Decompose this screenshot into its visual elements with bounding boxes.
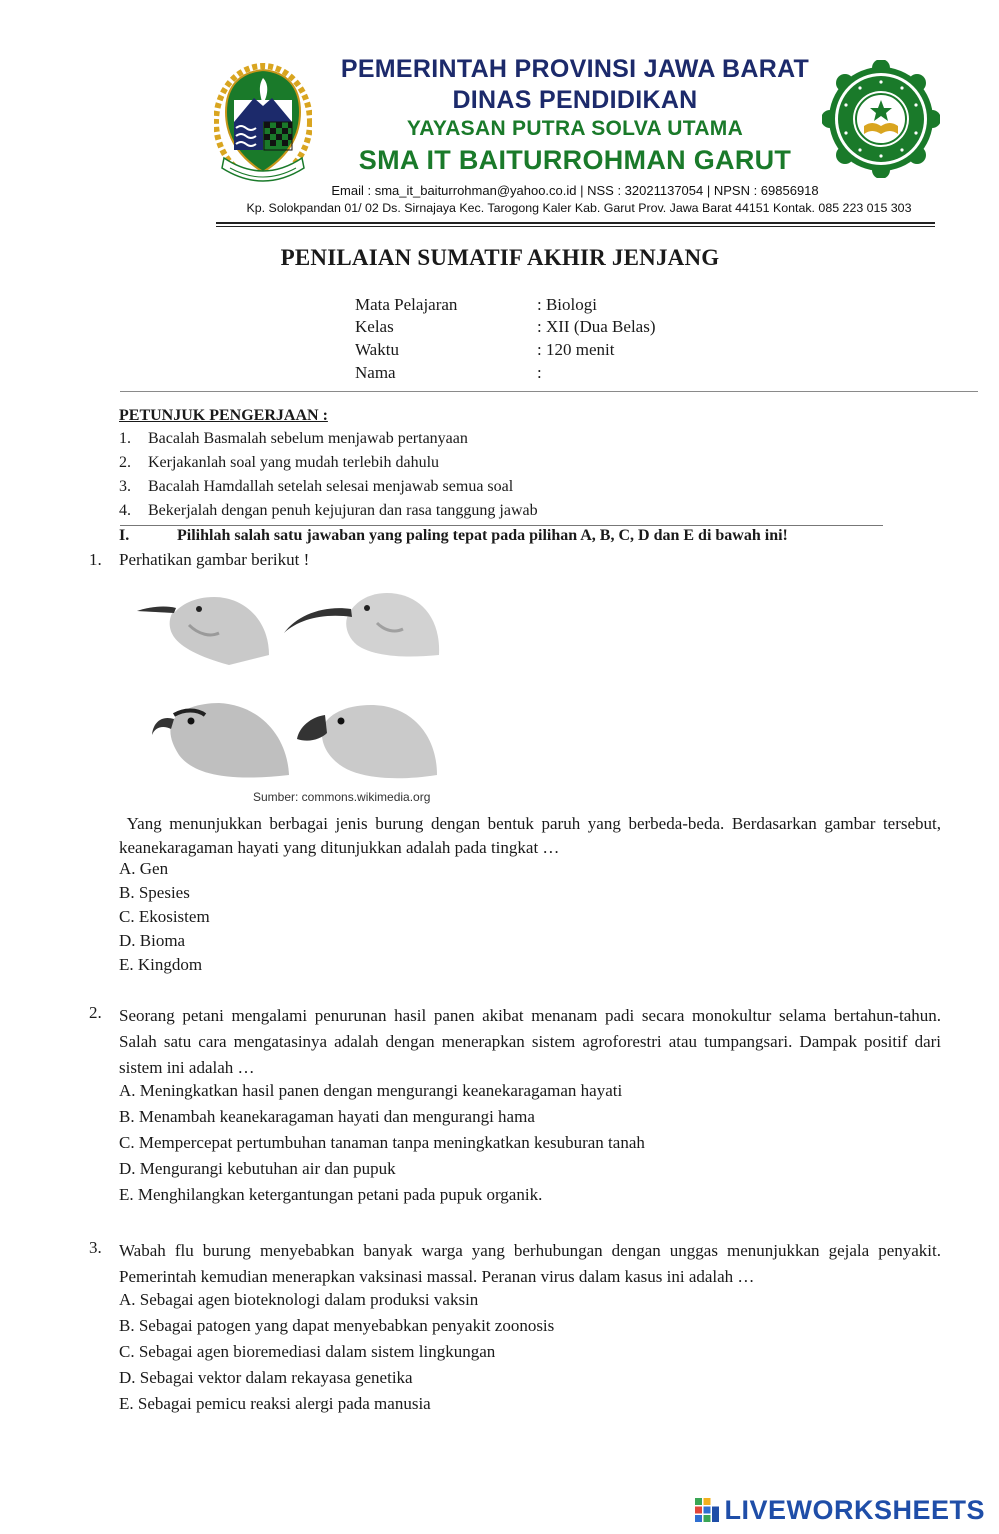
letterhead-foundation: YAYASAN PUTRA SOLVA UTAMA (406, 117, 744, 140)
bird-beaks-figure (119, 575, 451, 807)
question-text: Seorang petani mengalami penurunan hasil panen akibat menanam padi secara monokultur selama bertahun-tahun. Salah satu cara mengatasinya adalah dengan menerapkan sistem agroforestri atau tumpangsari. Dampak positif dari sistem ini adalah … (119, 1006, 941, 1077)
question-body: Yang menunjukkan berbagai jenis burung dengan bentuk paruh yang berbeda-beda. Berdasarkan gambar tersebut, keanekaragaman hayati yang ditunjukkan adalah pada tingkat … (119, 814, 942, 857)
question-text: Wabah flu burung menyebabkan banyak warga yang berhubungan dengan unggas menunjukkan gejala penyakit. Pemerintah kemudian menerapkan vaksinasi massal. Peranan virus dalam kasus ini adalah … (119, 1241, 941, 1286)
answer-option[interactable]: B. Spesies (119, 883, 190, 902)
instruction-item (119, 454, 819, 474)
instruction-item (119, 430, 819, 450)
liveworksheets-logo-icon (694, 1497, 720, 1523)
info-value-name: : (537, 363, 542, 382)
letterhead-department: DINAS PENDIDIKAN (452, 86, 698, 114)
answer-option[interactable]: C. Ekosistem (119, 907, 210, 926)
answer-option[interactable]: A. Sebagai agen bioteknologi dalam produksi vaksin (119, 1290, 479, 1309)
info-value-time: : 120 menit (537, 340, 615, 359)
answer-option[interactable]: B. Sebagai patogen yang dapat menyebabkan penyakit zoonosis (119, 1316, 555, 1335)
instruction-item (119, 478, 819, 498)
image-credit: Sumber: commons.wikimedia.org (253, 790, 431, 804)
info-label-time: Waktu (355, 340, 399, 359)
instruction-number: 2. (119, 454, 131, 471)
letterhead-rule-thin (216, 226, 935, 227)
section-number: I. (119, 527, 130, 544)
answer-option[interactable]: C. Mempercepat pertumbuhan tanaman tanpa meningkatkan kesuburan tanah (119, 1133, 645, 1152)
section-heading (119, 527, 788, 545)
answer-option[interactable]: E. Menghilangkan ketergantungan petani pada pupuk organik. (119, 1185, 543, 1204)
instruction-number: 1. (119, 430, 131, 447)
liveworksheets-brand: LIVEWORKSHEETS (724, 1494, 985, 1525)
school-seal-icon (822, 60, 940, 178)
instruction-text: Bekerjalah dengan penuh kejujuran dan rasa tanggung jawab (148, 502, 538, 519)
answer-option[interactable]: D. Mengurangi kebutuhan air dan pupuk (119, 1159, 396, 1178)
letterhead-school-name: SMA IT BAITURROHMAN GARUT (358, 145, 792, 175)
west-java-emblem-icon (214, 60, 312, 184)
answer-option[interactable]: C. Sebagai agen bioremediasi dalam sistem lingkungan (119, 1342, 496, 1361)
page-title: PENILAIAN SUMATIF AKHIR JENJANG (280, 245, 720, 270)
info-value-class: : XII (Dua Belas) (537, 317, 656, 336)
instruction-text: Bacalah Basmalah sebelum menjawab pertanyaan (148, 430, 468, 447)
info-value-subject: : Biologi (537, 295, 597, 314)
answer-option[interactable]: D. Bioma (119, 931, 186, 950)
answer-option[interactable]: E. Kingdom (119, 955, 203, 974)
liveworksheets-watermark[interactable] (694, 1493, 985, 1527)
section-instruction: Pilihlah salah satu jawaban yang paling tepat pada pilihan A, B, C, D dan E di bawah ini! (177, 527, 788, 544)
info-label-class: Kelas (355, 317, 394, 336)
instructions-title: PETUNJUK PENGERJAAN : (119, 407, 328, 424)
answer-option[interactable]: B. Menambah keanekaragaman hayati dan mengurangi hama (119, 1107, 535, 1126)
question-intro: Perhatikan gambar berikut ! (119, 550, 310, 569)
info-label-name: Nama (355, 363, 396, 382)
instruction-item (119, 502, 819, 522)
info-divider (120, 391, 978, 392)
instruction-text: Kerjakanlah soal yang mudah terlebih dahulu (148, 454, 440, 471)
letterhead-contact: Email : sma_it_baiturrohman@yahoo.co.id | NSS : 32021137054 | NPSN : 69856918 (331, 183, 819, 198)
answer-option[interactable]: A. Gen (119, 859, 169, 878)
question-number: 1. (89, 550, 102, 569)
letterhead-rule (216, 222, 935, 224)
letterhead-address: Kp. Solokpandan 01/ 02 Ds. Sirnajaya Kec. Tarogong Kaler Kab. Garut Prov. Jawa Barat 44151 Kontak. 085 223 015 303 (246, 201, 912, 215)
question-text (119, 812, 941, 860)
question-number: 3. (89, 1238, 102, 1257)
answer-option[interactable]: A. Meningkatkan hasil panen dengan mengurangi keanekaragaman hayati (119, 1081, 623, 1100)
info-label-subject: Mata Pelajaran (355, 295, 458, 314)
answer-option[interactable]: E. Sebagai pemicu reaksi alergi pada manusia (119, 1394, 431, 1413)
answer-option[interactable]: D. Sebagai vektor dalam rekayasa genetika (119, 1368, 413, 1387)
instruction-number: 3. (119, 478, 131, 495)
instruction-number: 4. (119, 502, 131, 519)
question-number: 2. (89, 1003, 102, 1022)
letterhead-government: PEMERINTAH PROVINSI JAWA BARAT (340, 55, 810, 83)
instructions-divider (120, 525, 883, 526)
instruction-text: Bacalah Hamdallah setelah selesai menjawab semua soal (148, 478, 514, 495)
